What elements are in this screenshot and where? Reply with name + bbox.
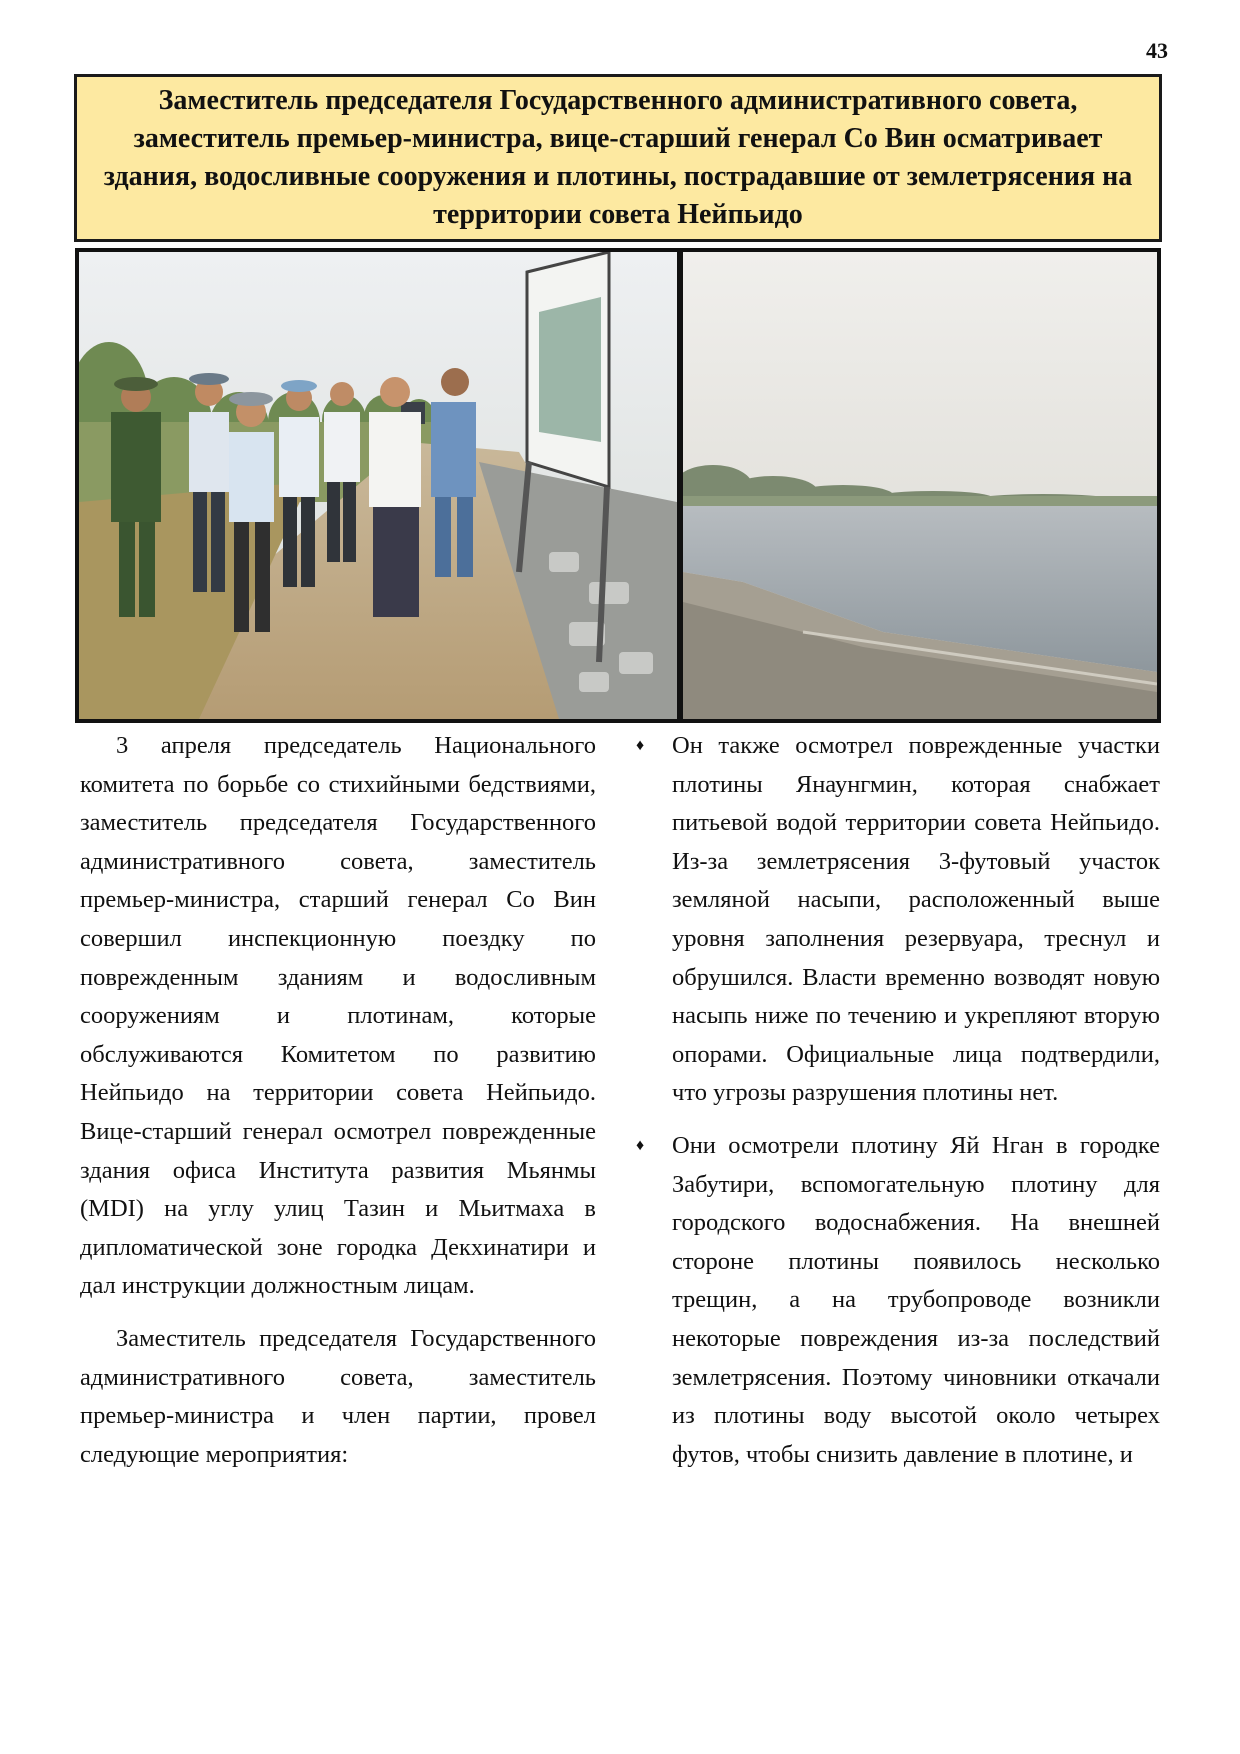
right-column (636, 727, 1160, 1474)
page-title: Заместитель председателя Государственного административного совета, заместитель премьер-министра, вице-старший генерал Со Вин осматривает здания, водосливные сооружения и плотины, пострадавшие от землетрясения на территории совета Нейпьидо (103, 85, 1133, 230)
photo-frame (75, 248, 1161, 723)
group-inspection-photo-icon (79, 252, 677, 719)
title-box (74, 74, 1162, 242)
diamond-bullet-icon: ♦ (636, 737, 645, 754)
body-paragraph: Заместитель председателя Государственного административного совета, заместитель премьер-министра и член партии, провел следующие мероприятия: (80, 1324, 596, 1468)
bullet-item (636, 727, 1160, 1113)
reservoir-dam-photo (683, 252, 1157, 719)
left-column (80, 727, 596, 1474)
diamond-bullet-icon: ♦ (636, 1136, 645, 1154)
bullet-text: Он также осмотрел поврежденные участки плотины Янаунгмин, которая снабжает питьевой водой территории совета Нейпьидо. Из-за землетрясения 3-футовый участок земляной насыпи, расположенный выше уровня заполнения резервуара, треснул и обрушился. Власти временно возводят новую насыпь ниже по течению и укрепляют вторую опорами. Официальные лица подтвердили, что угрозы разрушения плотины нет. (672, 732, 1160, 1107)
bullet-item (636, 1127, 1160, 1474)
bullet-text: Они осмотрели плотину Яй Нган в городке Забутири, вспомогательную плотину для городского водоснабжения. На внешней стороне плотины появилось несколько трещин, а на трубопроводе возникли некоторые повреждения из-за последствий землетрясения. Поэтому чиновники откачали из плотины воду высотой около четырех футов, чтобы снизить давление в плотине, и (672, 1131, 1160, 1468)
reservoir-dam-photo-icon (683, 252, 1157, 719)
page-number: 43 (1146, 38, 1168, 63)
group-inspection-photo (79, 252, 677, 719)
body-paragraph: 3 апреля председатель Национального комитета по борьбе со стихийными бедствиями, заместитель председателя Государственного административного совета, заместитель премьер-министра, старший генерал Со Вин совершил инспекционную поездку по поврежденным зданиям и водосливным сооружениям и плотинам, которые обслуживаются Комитетом по развитию Нейпьидо на территории совета Нейпьидо. Вице-старший генерал осмотрел поврежденные здания офиса Института развития Мьянмы (MDI) на углу улиц Тазин и Мьитмаха в дипломатической зоне городка Декхинатири и дал инструкции должностным лицам. (80, 732, 596, 1300)
